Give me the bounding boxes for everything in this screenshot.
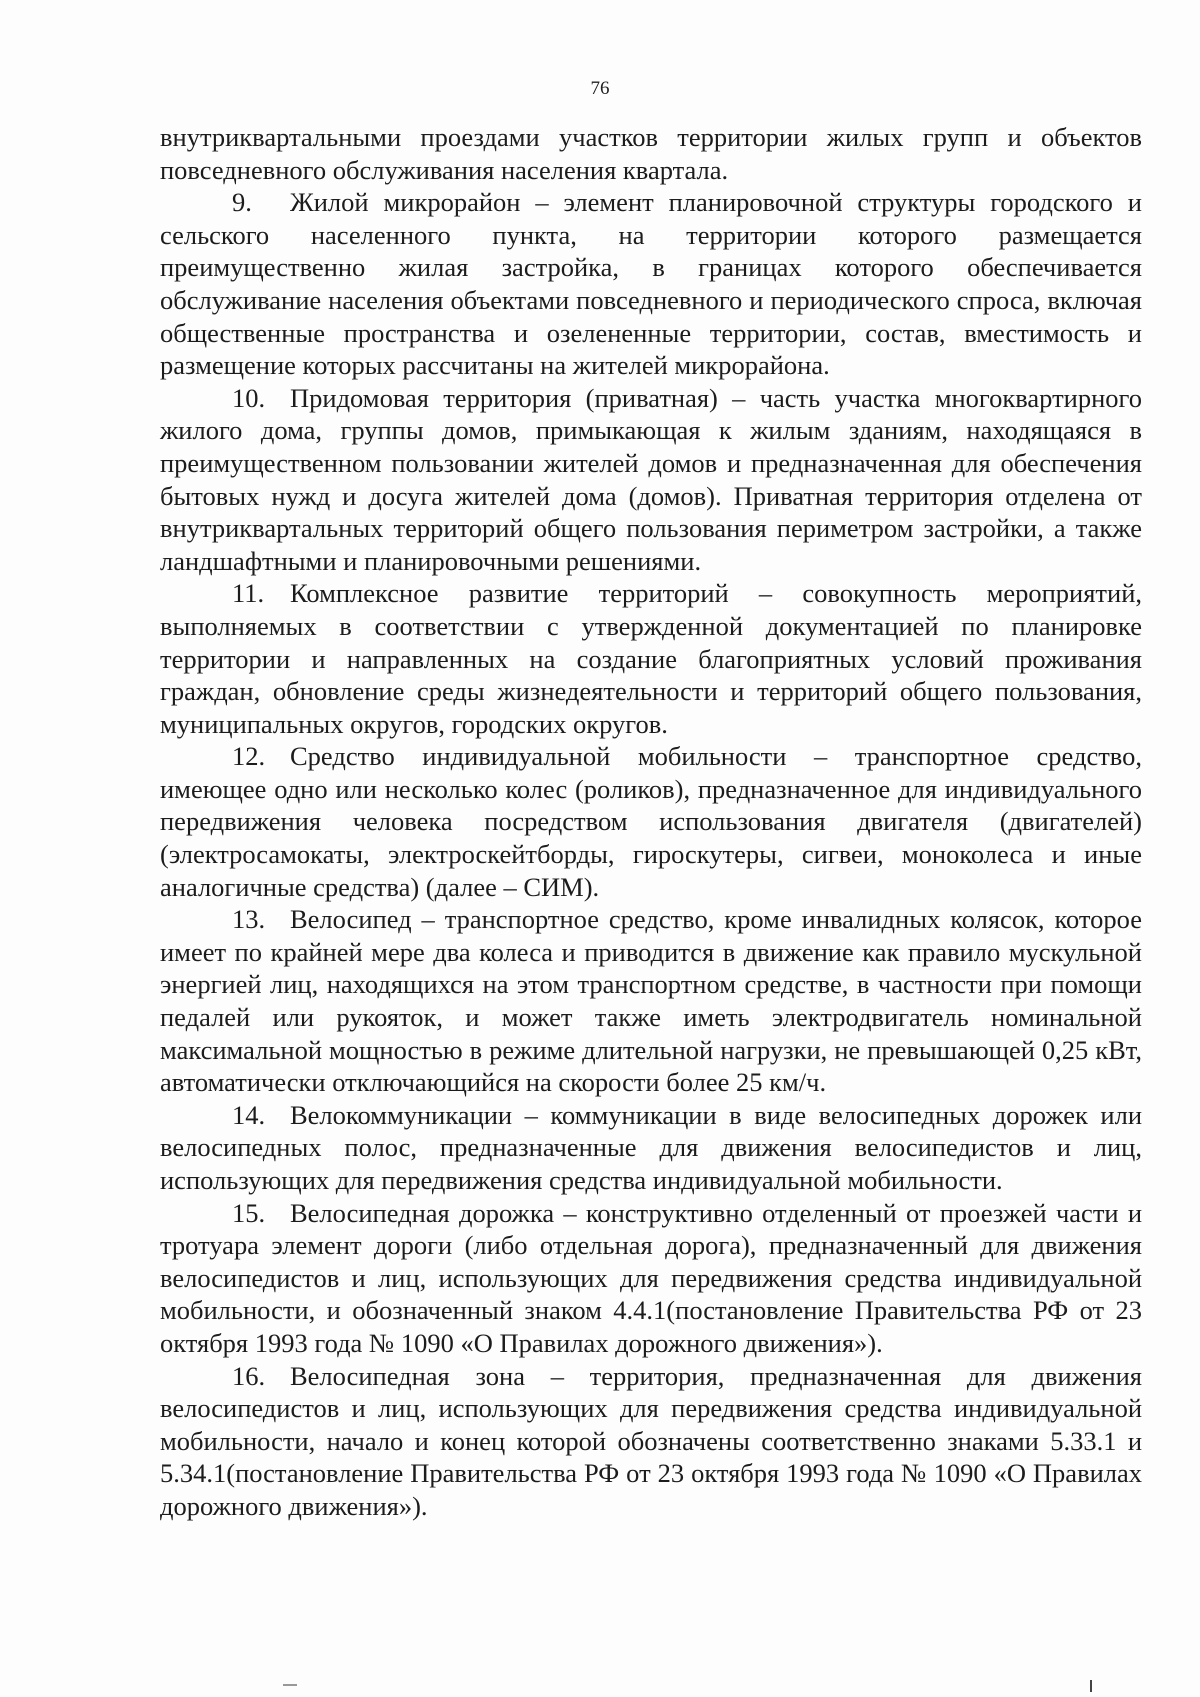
item-number: 14.: [232, 1099, 266, 1130]
item-number: 9.: [232, 187, 252, 218]
page-number: 76: [590, 78, 610, 99]
item-text: Велосипедная зона – территория, предназначенная для движения велосипедистов и лиц, использующих для передвижения средства индивидуальной мобильности, начало и конец которой обозначены соответственно знаками 5.33.1 и 5.34.1(постановление Правительства РФ от 23 октября 1993 года № 1090 «О Правилах дорожного движения»).: [160, 1360, 1142, 1521]
item-text: Велосипедная дорожка – конструктивно отделенный от проезжей части и тротуара элемент дороги (либо отдельная дорога), предназначенный для движения велосипедистов и лиц, использующих для передвижения средства индивидуальной мобильности, и обозначенный знаком 4.4.1(постановление Правительства РФ от 23 октября 1993 года № 1090 «О Правилах дорожного движения»).: [160, 1197, 1142, 1358]
item-number: 16.: [232, 1360, 266, 1391]
item-number: 12.: [232, 741, 266, 772]
document-body: [160, 121, 1142, 1523]
intro-paragraph: внутриквартальными проездами участков территории жилых групп и объектов повседневного обслуживания населения квартала.: [160, 122, 1142, 185]
definition-item-10: [160, 382, 1142, 578]
definition-item-9: [160, 186, 1142, 382]
definition-item-13: [160, 903, 1142, 1099]
definition-item-15: [160, 1197, 1142, 1360]
item-number: 11.: [232, 578, 265, 609]
item-text: Комплексное развитие территорий – совокупность мероприятий, выполняемых в соответствии с утвержденной документацией по планировке территории и направленных на создание благоприятных условий проживания граждан, обновление среды жизнедеятельности и территорий общего пользования, муниципальных округов, городских округов.: [160, 578, 1142, 739]
definition-item-12: [160, 740, 1142, 903]
item-text: Средство индивидуальной мобильности – транспортное средство, имеющее одно или несколько колес (роликов), предназначенное для индивидуального передвижения человека посредством использования двигателя (двигателей) (электросамокаты, электроскейтборды, гироскутеры, сигвеи, моноколеса и иные аналогичные средства) (далее – СИМ).: [160, 741, 1142, 902]
item-number: 10.: [232, 382, 266, 413]
scan-artifact-mark: [283, 1684, 297, 1686]
definition-item-11: [160, 577, 1142, 740]
item-number: 13.: [232, 904, 266, 935]
scan-artifact-mark: [1090, 1680, 1092, 1692]
item-text: Велокоммуникации – коммуникации в виде велосипедных дорожек или велосипедных полос, предназначенные для движения велосипедистов и лиц, использующих для передвижения средства индивидуальной мобильности.: [160, 1099, 1142, 1195]
item-text: Велосипед – транспортное средство, кроме инвалидных колясок, которое имеет по крайней мере два колеса и приводится в движение как правило мускульной энергией лиц, находящихся на этом транспортном средстве, в частности при помощи педалей или рукояток, и может также иметь электродвигатель номинальной максимальной мощностью в режиме длительной нагрузки, не превышающей 0,25 кВт, автоматически отключающийся на скорости более 25 км/ч.: [160, 904, 1142, 1098]
definition-item-16: [160, 1360, 1142, 1523]
item-text: Придомовая территория (приватная) – часть участка многоквартирного жилого дома, группы домов, примыкающая к жилым зданиям, находящаяся в преимущественном пользовании жителей домов и предназначенная для обеспечения бытовых нужд и досуга жителей дома (домов). Приватная территория отделена от внутриквартальных территорий общего пользования периметром застройки, а также ландшафтными и планировочными решениями.: [160, 382, 1142, 576]
definition-item-14: [160, 1099, 1142, 1197]
item-number: 15.: [232, 1197, 266, 1228]
item-text: Жилой микрорайон – элемент планировочной структуры городского и сельского населенного пункта, на территории которого размещается преимущественно жилая застройка, в границах которого обеспечивается обслуживание населения объектами повседневного и периодического спроса, включая общественные пространства и озелененные территории, состав, вместимость и размещение которых рассчитаны на жителей микрорайона.: [160, 187, 1142, 381]
